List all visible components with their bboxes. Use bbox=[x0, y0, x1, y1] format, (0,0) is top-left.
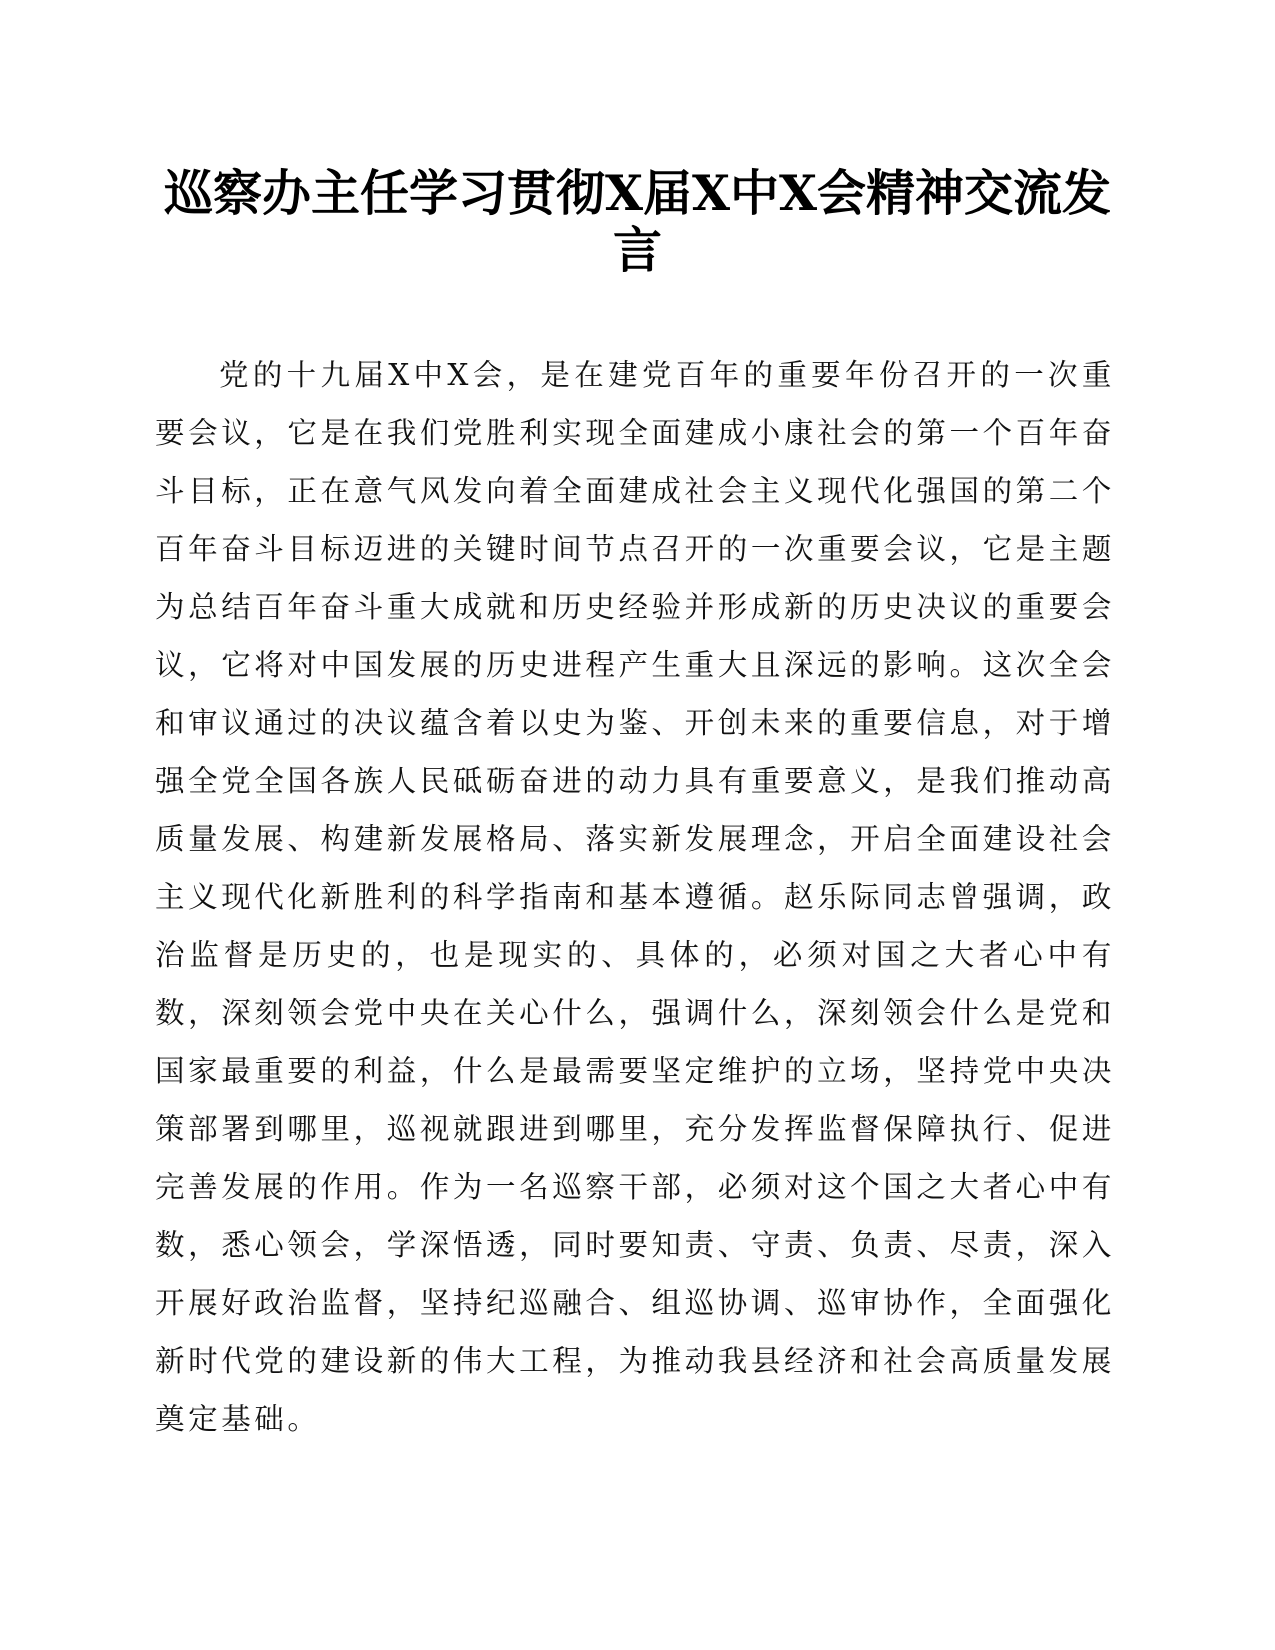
document-title: 巡察办主任学习贯彻X届X中X会精神交流发言 bbox=[163, 164, 1112, 279]
body-paragraph: 党的十九届X中X会，是在建党百年的重要年份召开的一次重要会议，它是在我们党胜利实现全面建成小康社会的第一个百年奋斗目标，正在意气风发向着全面建成社会主义现代化强国的第二个百年奋斗目标迈进的关键时间节点召开的一次重要会议，它是主题为总结百年奋斗重大成就和历史经验并形成新的历史决议的重要会议，它将对中国发展的历史进程产生重大且深远的影响。这次全会和审议通过的决议蕴含着以史为鉴、开创未来的重要信息，对于增强全党全国各族人民砥砺奋进的动力具有重要意义，是我们推动高质量发展、构建新发展格局、落实新发展理念，开启全面建设社会主义现代化新胜利的科学指南和基本遵循。赵乐际同志曾强调，政治监督是历史的，也是现实的、具体的，必须对国之大者心中有数，深刻领会党中央在关心什么，强调什么，深刻领会什么是党和国家最重要的利益，什么是最需要坚定维护的立场，坚持党中央决策部署到哪里，巡视就跟进到哪里，充分发挥监督保障执行、促进完善发展的作用。作为一名巡察干部，必须对这个国之大者心中有数，悉心领会，学深悟透，同时要知责、守责、负责、尽责，深入开展好政治监督，坚持纪巡融合、组巡协调、巡审协作，全面强化新时代党的建设新的伟大工程，为推动我县经济和社会高质量发展奠定基础。 bbox=[155, 358, 1115, 1436]
